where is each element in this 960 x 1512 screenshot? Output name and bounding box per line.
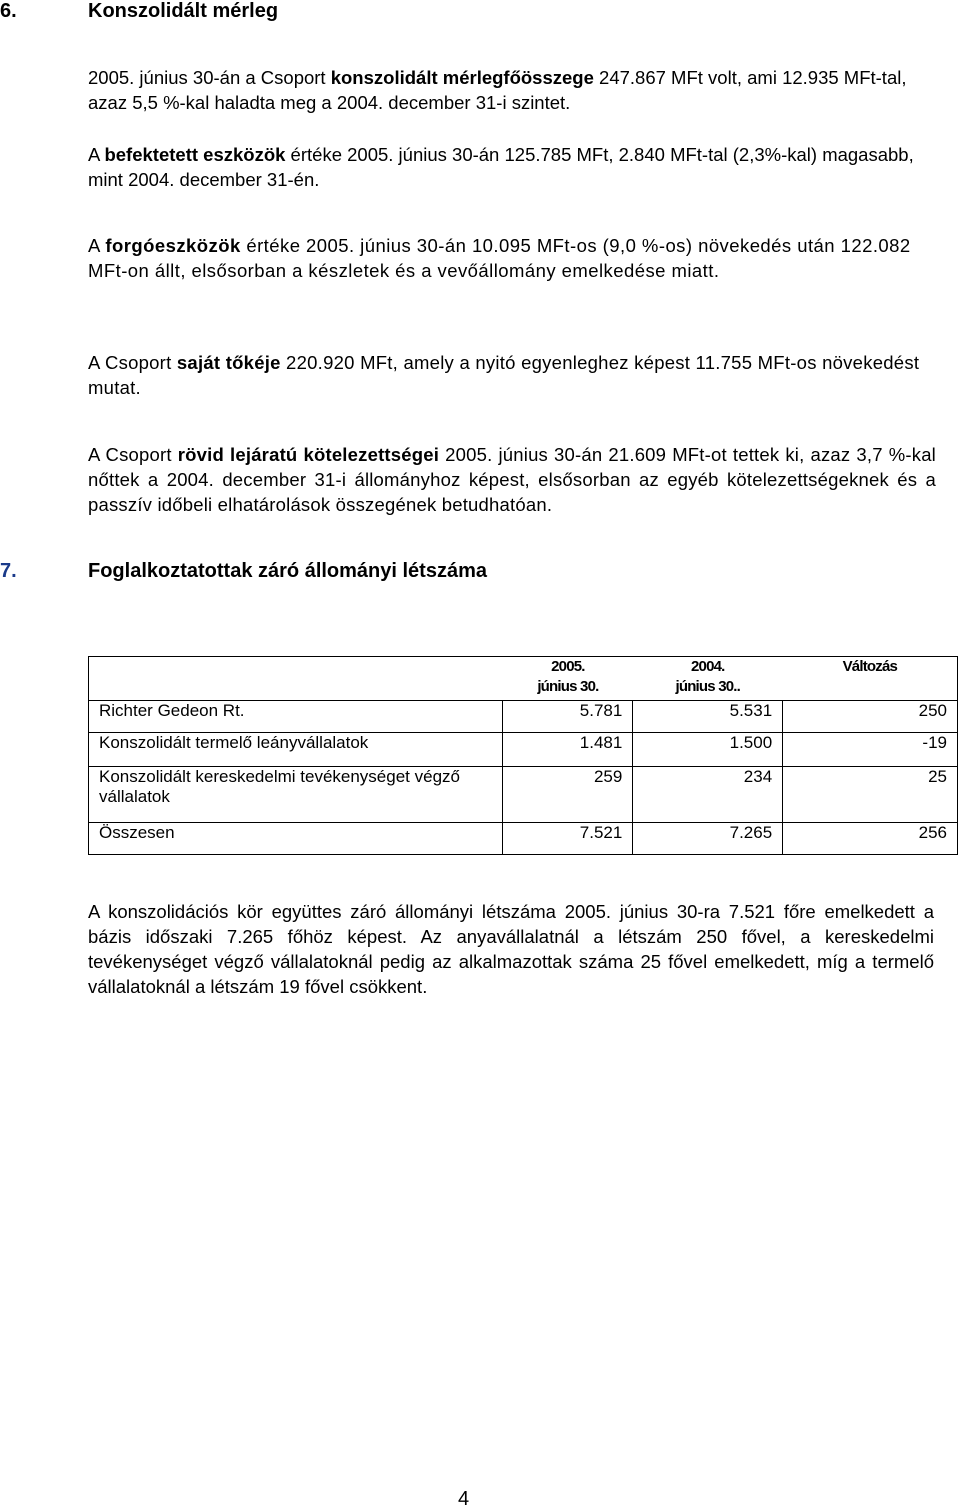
paragraph-fixed-assets bbox=[88, 142, 936, 192]
section-6-number: 6. bbox=[0, 0, 17, 22]
headcount-table bbox=[88, 656, 958, 855]
table-header-blank bbox=[89, 657, 503, 701]
row-label: Konszolidált kereskedelmi tevékenységet végző vállalatok bbox=[89, 767, 503, 823]
table-row bbox=[89, 733, 958, 767]
table-row bbox=[89, 767, 958, 823]
text-run: A bbox=[88, 144, 105, 165]
bold-term: konszolidált mérlegfőösszege bbox=[330, 67, 594, 88]
bold-term: forgóeszközök bbox=[105, 235, 241, 256]
section-7-heading bbox=[0, 560, 487, 583]
cell-2004: 234 bbox=[633, 767, 783, 823]
section-7-number: 7. bbox=[0, 560, 17, 582]
text-run: értéke 2005. június 30-án 125.785 MFt, 2.840 MFt-tal (2,3%-kal) magasabb, mint 2004. december 31-én. bbox=[88, 144, 914, 190]
row-label: Összesen bbox=[89, 823, 503, 855]
table-header-row bbox=[89, 657, 958, 701]
bold-term: saját tőkéje bbox=[176, 352, 281, 373]
col-2005-header: 2005. június 30. bbox=[503, 657, 633, 701]
table-row bbox=[89, 823, 958, 855]
bold-term: rövid lejáratú kötelezettségei bbox=[177, 444, 440, 465]
cell-change: 250 bbox=[783, 701, 958, 733]
paragraph-headcount-summary: A konszolidációs kör együttes záró állományi létszáma 2005. június 30-ra 7.521 főre emelkedett a bázis időszaki 7.265 főhöz képest. Az anyavállalatnál a létszám 250 fővel, a kereskedelmi tevékenységet végző vállalatoknál pedig az alkalmazottak száma 25 fővel emelkedett, míg a termelő vállalatoknál a létszám 19 fővel csökkent. bbox=[88, 901, 934, 997]
cell-2005: 259 bbox=[503, 767, 633, 823]
section-7-title: Foglalkoztatottak záró állományi létszáma bbox=[88, 560, 487, 582]
text-run: 247.867 MFt volt, ami 12.935 MFt-tal, azaz 5,5 %-kal haladta meg a 2004. december 31-i szintet. bbox=[88, 67, 907, 113]
cell-2005: 7.521 bbox=[503, 823, 633, 855]
text-run: 220.920 MFt, amely a nyitó egyenleghez képest 11.755 MFt-os növekedést mutat. bbox=[88, 352, 920, 398]
section-6-title: Konszolidált mérleg bbox=[88, 0, 279, 22]
text-run: A bbox=[88, 235, 106, 256]
table-row bbox=[89, 701, 958, 733]
paragraph-short-term-liabilities bbox=[88, 442, 936, 517]
section-6-heading bbox=[0, 0, 278, 23]
col-change-header: Változás bbox=[783, 657, 958, 701]
text-run: A Csoport bbox=[88, 444, 178, 465]
row-label: Richter Gedeon Rt. bbox=[89, 701, 503, 733]
bold-term: befektetett eszközök bbox=[104, 144, 286, 165]
cell-2005: 5.781 bbox=[503, 701, 633, 733]
paragraph-balance-total bbox=[88, 65, 936, 115]
paragraph-current-assets bbox=[88, 233, 936, 283]
text-run: értéke 2005. június 30-án 10.095 MFt-os (9,0 %-os) növekedés után 122.082 MFt-on állt, elsősorban a készletek és a vevőállomány emelkedése miatt. bbox=[88, 235, 911, 281]
cell-change: -19 bbox=[783, 733, 958, 767]
cell-2005: 1.481 bbox=[503, 733, 633, 767]
cell-2004: 5.531 bbox=[633, 701, 783, 733]
page-number: 4 bbox=[458, 1488, 470, 1510]
cell-change: 25 bbox=[783, 767, 958, 823]
col-2004-header: 2004. június 30.. bbox=[633, 657, 783, 701]
text-run: 2005. június 30-án a Csoport bbox=[88, 67, 331, 88]
cell-2004: 7.265 bbox=[633, 823, 783, 855]
row-label: Konszolidált termelő leányvállalatok bbox=[89, 733, 503, 767]
text-run: 2005. június 30-án 21.609 MFt-ot tettek ki, azaz 3,7 %-kal nőttek a 2004. december 31-i állományhoz képest, elsősorban az egyéb kötelezettségeknek és a passzív időbeli elhatárolások összegének betudhatóan. bbox=[88, 444, 936, 515]
cell-2004: 1.500 bbox=[633, 733, 783, 767]
text-run: A Csoport bbox=[88, 352, 177, 373]
cell-change: 256 bbox=[783, 823, 958, 855]
paragraph-equity bbox=[88, 350, 936, 400]
